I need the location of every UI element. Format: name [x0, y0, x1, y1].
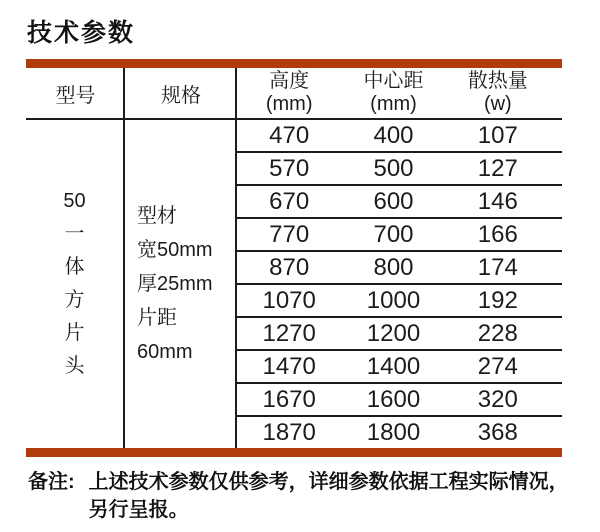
- table-cell: 228: [477, 319, 518, 347]
- table-cell: 1600: [366, 385, 421, 413]
- table-row: [237, 285, 562, 318]
- top-accent-bar: [26, 59, 562, 68]
- table-cell: 1400: [366, 352, 421, 380]
- table-cell: 368: [477, 418, 518, 446]
- table-cell: 1270: [262, 319, 316, 347]
- header-heat-output-unit: (w): [483, 93, 512, 115]
- spec-line: 60mm: [137, 341, 193, 363]
- header-height-name: 高度: [269, 70, 310, 92]
- table-row: [237, 384, 562, 417]
- header-numeric-columns: [237, 70, 562, 116]
- footnote: [28, 468, 573, 524]
- table-row: [237, 219, 562, 252]
- table-cell: 146: [477, 187, 518, 215]
- model-char: 方: [64, 289, 85, 311]
- table-cell: 174: [477, 253, 518, 281]
- header-heat-output-name: 散热量: [467, 70, 528, 92]
- footnote-body: [89, 468, 569, 524]
- table-cell: 570: [269, 154, 310, 182]
- table-cell: 600: [373, 187, 414, 215]
- table-row: [237, 318, 562, 351]
- table-row: [237, 153, 562, 186]
- table-cell: 127: [477, 154, 518, 182]
- spec-line: 厚25mm: [137, 273, 213, 295]
- model-cell: [26, 120, 123, 448]
- header-heat-output: [446, 70, 550, 116]
- table-cell: 1000: [366, 286, 421, 314]
- spec-line: 宽50mm: [137, 239, 213, 261]
- table-cell: 500: [373, 154, 414, 182]
- table-cell: 320: [477, 385, 518, 413]
- column-divider-1: [123, 68, 125, 448]
- table-cell: 1070: [262, 286, 316, 314]
- table-cell: 770: [269, 220, 310, 248]
- table-cell: 107: [477, 121, 518, 149]
- table-row: [237, 120, 562, 153]
- table-row: [237, 351, 562, 384]
- model-char: 50: [63, 190, 86, 212]
- column-divider-2: [235, 68, 237, 448]
- parameters-table: [26, 68, 562, 448]
- table-cell: 166: [477, 220, 518, 248]
- table-cell: 670: [269, 187, 310, 215]
- header-center-distance-name: 中心距: [363, 70, 424, 92]
- table-cell: 1870: [262, 418, 316, 446]
- table-cell: 470: [269, 121, 310, 149]
- bottom-accent-bar: [26, 448, 562, 457]
- table-cell: 1670: [262, 385, 316, 413]
- header-center-distance-unit: (mm): [370, 93, 417, 115]
- data-grid: [237, 120, 562, 448]
- table-cell: 800: [373, 253, 414, 281]
- table-cell: 1200: [366, 319, 421, 347]
- model-char: 体: [64, 256, 85, 278]
- header-model: 型号: [55, 84, 96, 107]
- footnote-label: 备注:: [28, 471, 75, 493]
- table-cell: 1800: [366, 418, 421, 446]
- footnote-line-1: 上述技术参数仅供参考，详细参数依据工程实际情况，: [88, 471, 569, 493]
- spec-line: 型材: [137, 205, 177, 227]
- model-char: 片: [64, 322, 85, 344]
- header-center-distance: [341, 70, 445, 116]
- spec-cell: [125, 120, 235, 448]
- table-cell: 192: [477, 286, 518, 314]
- footnote-line-2: 另行呈报。: [88, 499, 189, 521]
- table-row: [237, 186, 562, 219]
- table-body: [26, 120, 562, 448]
- table-cell: 274: [477, 352, 518, 380]
- table-cell: 700: [373, 220, 414, 248]
- header-spec: 规格: [161, 84, 201, 107]
- table-row: [237, 417, 562, 448]
- spec-line: 片距: [137, 307, 177, 329]
- table-cell: 400: [373, 121, 414, 149]
- table-cell: 870: [269, 253, 310, 281]
- model-char: 头: [64, 355, 85, 377]
- table-header-row: [26, 68, 562, 120]
- page-title: 技术参数: [27, 19, 136, 47]
- header-height: [237, 70, 341, 116]
- model-char: 一: [64, 223, 85, 245]
- table-row: [237, 252, 562, 285]
- header-height-unit: (mm): [265, 93, 313, 115]
- table-cell: 1470: [262, 352, 316, 380]
